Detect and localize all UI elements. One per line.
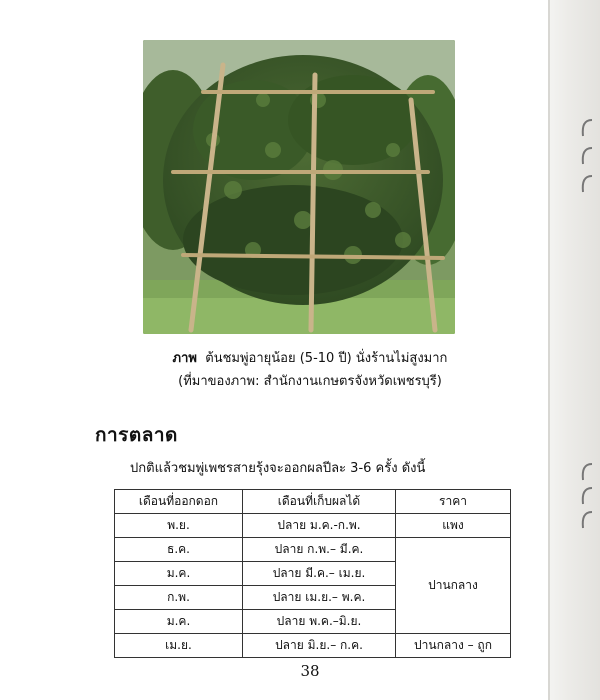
binder-ring-icon xyxy=(580,510,594,530)
header-flowering-month: เดือนที่ออกดอก xyxy=(115,490,243,514)
binder-ring-icon xyxy=(580,146,594,166)
harvest-price-table xyxy=(114,489,511,658)
table-row xyxy=(115,514,511,538)
binder-ring-icon xyxy=(580,462,594,482)
price-cell: ปานกลาง xyxy=(396,538,511,634)
tree-scaffold-illustration xyxy=(143,40,455,334)
caption-source: (ที่มาของภาพ: สำนักงานเกษตรจังหวัดเพชรบุรี) xyxy=(178,374,442,389)
binder-ring-icon xyxy=(580,174,594,194)
flowering-month-cell: พ.ย. xyxy=(115,514,243,538)
binder-ring-icon xyxy=(580,118,594,138)
harvest-month-cell: ปลาย มิ.ย.– ก.ค. xyxy=(243,634,396,658)
harvest-month-cell: ปลาย พ.ค.–มิ.ย. xyxy=(243,610,396,634)
table-header-row xyxy=(115,490,511,514)
price-cell: ปานกลาง – ถูก xyxy=(396,634,511,658)
flowering-month-cell: ม.ค. xyxy=(115,610,243,634)
table-row xyxy=(115,634,511,658)
figure-caption xyxy=(100,347,520,368)
harvest-month-cell: ปลาย มี.ค.– เม.ย. xyxy=(243,562,396,586)
harvest-month-cell: ปลาย ก.พ.– มี.ค. xyxy=(243,538,396,562)
flowering-month-cell: ก.พ. xyxy=(115,586,243,610)
header-harvest-month: เดือนที่เก็บผลได้ xyxy=(243,490,396,514)
flowering-month-cell: ม.ค. xyxy=(115,562,243,586)
caption-text: ต้นชมพู่อายุน้อย (5-10 ปี) นั่งร้านไม่สูงมาก xyxy=(205,351,448,366)
binder-ring-icon xyxy=(580,486,594,506)
flowering-month-cell: ธ.ค. xyxy=(115,538,243,562)
table-row xyxy=(115,538,511,562)
harvest-month-cell: ปลาย เม.ย.– พ.ค. xyxy=(243,586,396,610)
flowering-month-cell: เม.ย. xyxy=(115,634,243,658)
page-number: 38 xyxy=(300,662,320,680)
price-cell: แพง xyxy=(396,514,511,538)
binder-spine xyxy=(548,0,600,700)
rose-apple-tree-photo xyxy=(143,40,455,334)
section-intro: ปกติแล้วชมพู่เพชรสายรุ้งจะออกผลปีละ 3-6 ครั้ง ดังนี้ xyxy=(130,461,426,476)
section-heading: การตลาด xyxy=(95,424,178,446)
caption-label: ภาพ xyxy=(172,351,197,366)
header-price: ราคา xyxy=(396,490,511,514)
harvest-month-cell: ปลาย ม.ค.-ก.พ. xyxy=(243,514,396,538)
